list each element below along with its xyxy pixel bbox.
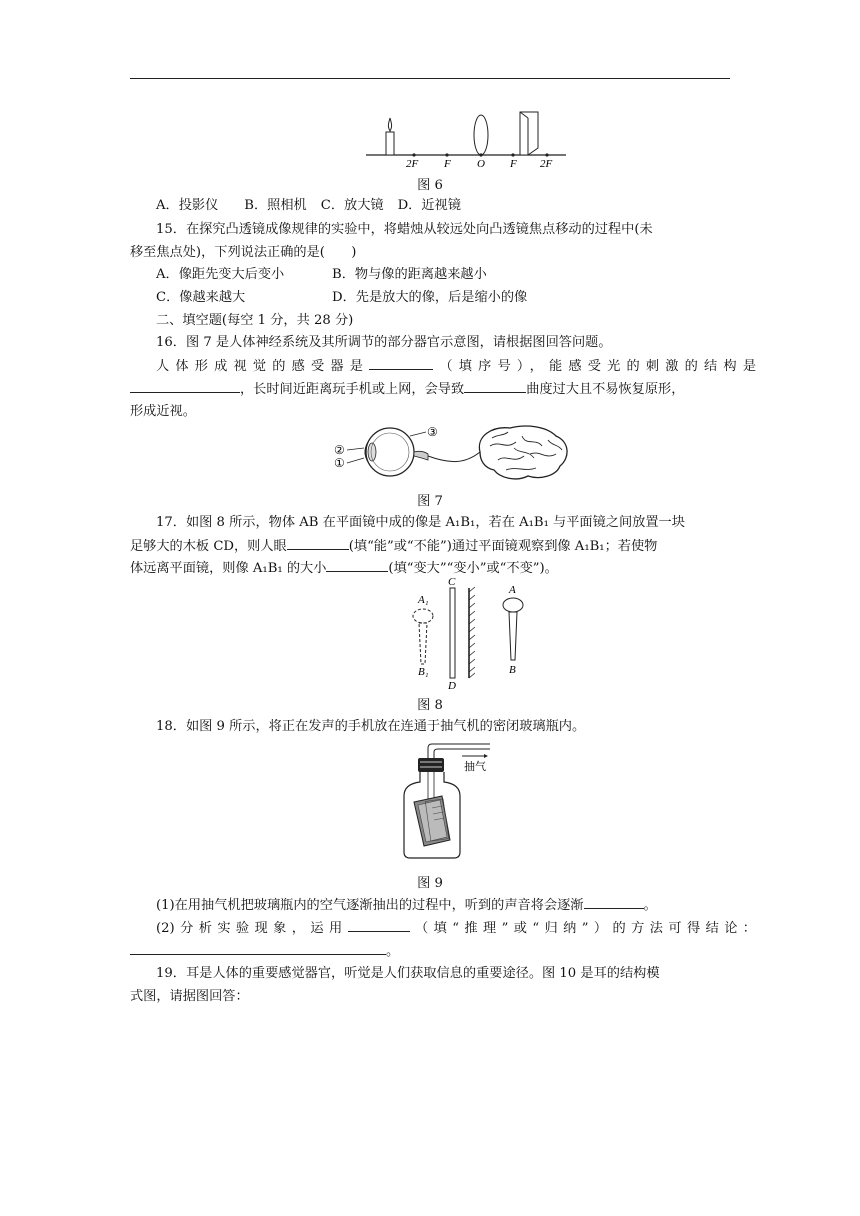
q19-line-2: 式图，请据图回答： <box>130 989 249 1004</box>
answer-blank[interactable] <box>464 379 526 393</box>
q18-text: (2)分析实验现象，运用 <box>156 921 348 936</box>
label-d: D <box>448 680 456 690</box>
q18-sub-2-answer <box>130 941 730 962</box>
q15-line-2: 移至焦点处)，下列说法正确的是( ) <box>130 245 357 260</box>
figure-6-lens-diagram <box>360 104 570 170</box>
q18-text: 。 <box>386 944 400 959</box>
q18-text: (1)在用抽气机把玻璃瓶内的空气逐渐抽出的过程中，听到的声音将会逐渐 <box>156 898 584 913</box>
object-ab <box>503 598 523 612</box>
tick-label: O <box>477 158 485 170</box>
answer-blank[interactable] <box>326 558 388 572</box>
rubber-stopper <box>418 758 444 772</box>
wooden-board-cd <box>450 588 455 678</box>
label-b: B <box>509 664 516 676</box>
q18-text: 。 <box>643 898 657 913</box>
convex-lens-icon <box>474 115 488 155</box>
q14-options <box>130 196 756 216</box>
figure-9-bell-jar-diagram <box>398 740 498 862</box>
q16-line-1: 16．图 7 是人体神经系统及其所调节的部分器官示意图，请根据图回答问题。 <box>156 335 612 350</box>
q15-options-row-1 <box>130 265 756 285</box>
answer-blank[interactable] <box>348 918 410 932</box>
answer-blank[interactable] <box>130 941 386 955</box>
pump-label: 抽气 <box>464 761 486 773</box>
q17-line-1: 17．如图 8 所示，物体 AB 在平面镜中成的像是 A₁B₁，若在 A₁B₁ 与平面镜之间放置一块 <box>156 515 685 530</box>
q17-text: (填“变大”“变小”或“不变”)。 <box>388 561 558 576</box>
q17-text: 体远离平面镜，则像 A₁B₁ 的大小 <box>130 561 327 576</box>
answer-blank[interactable] <box>287 536 349 550</box>
answer-blank[interactable] <box>584 895 644 909</box>
q14-option-b: B．照相机 <box>244 198 307 213</box>
q18-line-1: 18．如图 9 所示，将正在发声的手机放在连通于抽气机的密闭玻璃瓶内。 <box>156 719 586 734</box>
q16-text: （填序号），能感受光的刺激的结构是 <box>433 359 757 374</box>
q16-text: 曲度过大且不易恢复原形， <box>526 382 685 397</box>
answer-blank[interactable] <box>369 356 433 370</box>
label-a1: A₁ <box>418 594 429 606</box>
answer-blank[interactable] <box>130 379 240 393</box>
q16-text: ，长时间近距离玩手机或上网，会导致 <box>240 382 465 397</box>
q15-line-1: 15．在探究凸透镜成像规律的实验中，将蜡烛从较远处向凸透镜焦点移动的过程中(未 <box>156 222 653 237</box>
tick-label: F <box>444 158 451 170</box>
figure-7-eye-brain-diagram <box>330 424 580 484</box>
figure-8-caption: 图 8 <box>417 698 443 713</box>
figure-6-caption: 图 6 <box>417 178 443 193</box>
screen-icon <box>520 112 538 155</box>
figure-7-caption: 图 7 <box>417 494 443 509</box>
q15-options-row-2 <box>130 288 756 308</box>
q17-line-2 <box>130 536 730 557</box>
q15-option-d: D．先是放大的像，后是缩小的像 <box>332 290 528 305</box>
section-2-title: 二、填空题(每空 1 分，共 28 分) <box>156 313 354 328</box>
q14-option-d: D．近视镜 <box>397 198 461 213</box>
q16-line-2 <box>130 356 756 377</box>
label-2: ② <box>334 443 345 457</box>
header-rule <box>130 78 730 79</box>
q18-text: （填“推理”或“归纳”）的方法可得结论： <box>409 921 756 936</box>
q16-text: 人体形成视觉的感受器是 <box>156 359 370 374</box>
tick-label: 2F <box>540 158 553 170</box>
q19-line-1: 19．耳是人体的重要感觉器官，听觉是人们获取信息的重要途径。图 10 是耳的结构模 <box>156 966 660 981</box>
q15-option-c: C．像越来越大 <box>156 290 246 305</box>
q15-option-b: B．物与像的距离越来越小 <box>332 267 487 282</box>
q14-option-c: C．放大镜 <box>320 198 384 213</box>
q18-sub-1 <box>130 895 756 916</box>
q14-option-a: A．投影仪 <box>156 198 219 213</box>
q15-option-a: A．像距先变大后变小 <box>156 267 285 282</box>
candle-icon <box>386 132 394 155</box>
label-b1: B₁ <box>418 666 429 678</box>
figure-8-mirror-diagram <box>396 576 536 690</box>
q17-text: (填“能”或“不能”)通过平面镜观察到像 A₁B₁；若使物 <box>348 539 658 554</box>
figure-9-caption: 图 9 <box>417 876 443 891</box>
tick-label: 2F <box>406 158 419 170</box>
q16-line-3 <box>130 379 730 400</box>
tick-label: F <box>510 158 517 170</box>
label-a: A <box>509 584 516 596</box>
label-c: C <box>448 576 456 588</box>
q17-text: 足够大的木板 CD，则人眼 <box>130 539 287 554</box>
q18-sub-2 <box>130 918 756 939</box>
label-3: ③ <box>427 425 438 439</box>
q16-line-4: 形成近视。 <box>130 404 196 419</box>
label-1: ① <box>334 456 345 470</box>
